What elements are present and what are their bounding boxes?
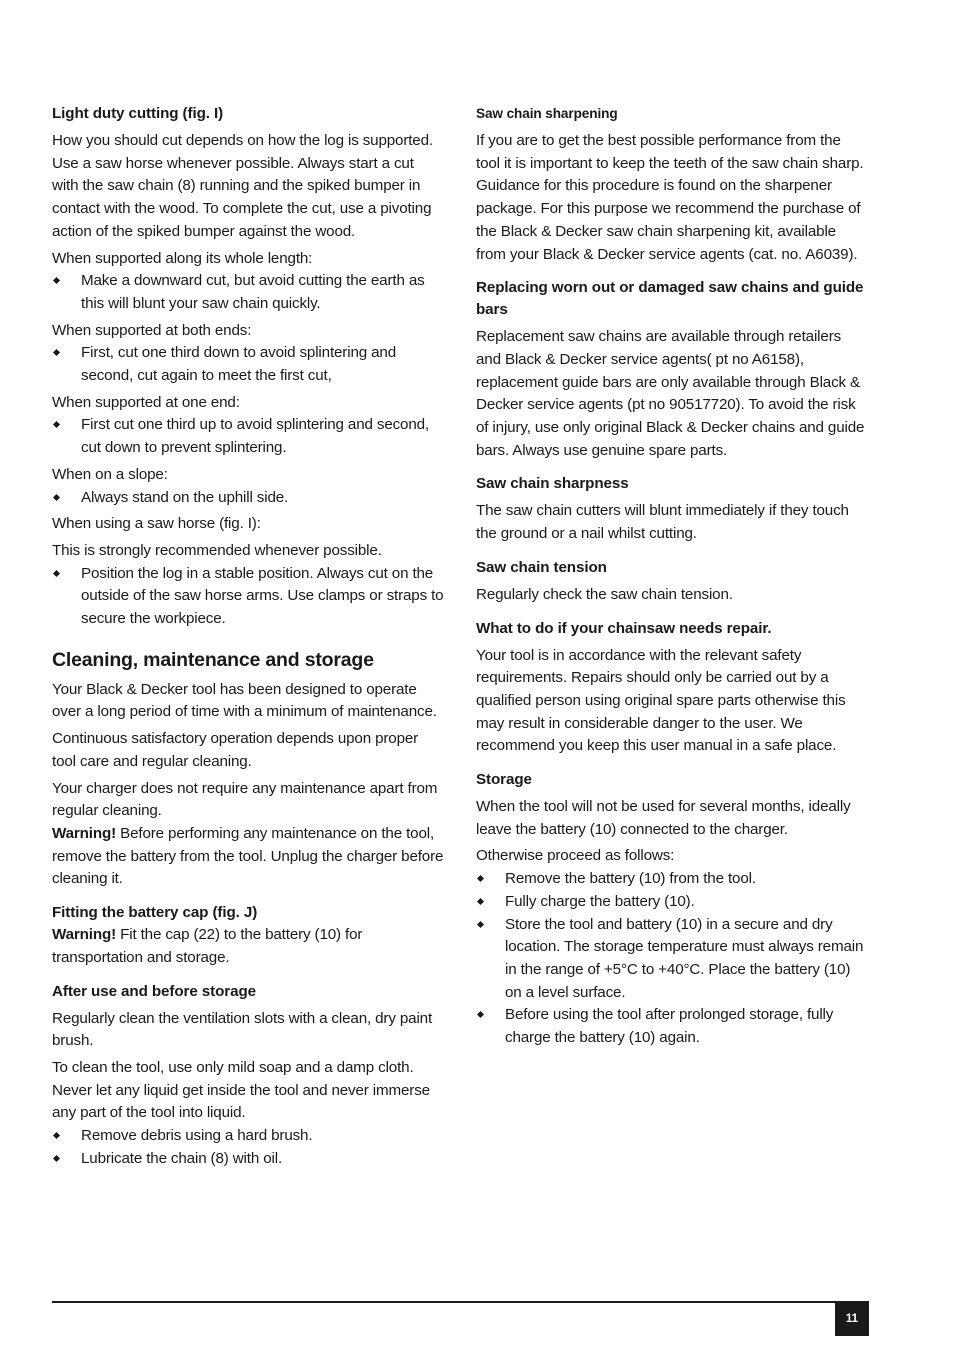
warning-label: Warning! — [52, 824, 117, 842]
list-item: First cut one third up to avoid splintering and second, cut down to prevent splintering. — [52, 414, 444, 459]
replacing-text: Replacement saw chains are available through retailers and Black & Decker service agents( pt no A6158), replacement guide bars are only available through Black & Decker service agents (pt no 90517720). To avoid the risk of injury, use only original Black & Decker chains and guide bars. Always use genuine spare parts. — [476, 328, 865, 459]
bullet-icon — [53, 570, 60, 577]
one-end-list — [52, 414, 444, 459]
bullet-icon — [53, 421, 60, 428]
replacing-heading: Replacing worn out or damaged saw chains and guide bars — [476, 279, 864, 319]
list-item: Remove debris using a hard brush. — [52, 1125, 444, 1148]
after-use-heading: After use and before storage — [52, 982, 256, 1000]
whole-length-list — [52, 270, 444, 315]
list-item: Make a downward cut, but avoid cutting the earth as this will blunt your saw chain quickly. — [52, 270, 444, 315]
saw-horse-label: When using a saw horse (fig. I): — [52, 515, 261, 533]
list-item: Before using the tool after prolonged storage, fully charge the battery (10) again. — [476, 1004, 868, 1049]
bullet-icon — [53, 277, 60, 284]
after-use-p1: Regularly clean the ventilation slots with a clean, dry paint brush. — [52, 1009, 433, 1050]
battery-cap-warning — [52, 924, 444, 969]
slope-label: When on a slope: — [52, 465, 168, 483]
after-use-p2: To clean the tool, use only mild soap and a damp cloth. Never let any liquid get inside the tool and never immerse any part of the tool into liquid. — [52, 1058, 430, 1122]
bullet-icon — [53, 1155, 60, 1162]
storage-p1: When the tool will not be used for several months, ideally leave the battery (10) connected to the charger. — [476, 798, 851, 838]
cleaning-heading: Cleaning, maintenance and storage — [52, 648, 374, 671]
warning-text: Fit the cap (22) to the battery (10) for transportation and storage. — [52, 926, 363, 966]
list-item: Store the tool and battery (10) in a secure and dry location. The storage temperature must always remain in the range of +5°C to +40°C. Place the battery (10) on a level surface. — [476, 914, 868, 1005]
whole-length-label: When supported along its whole length: — [52, 249, 313, 267]
storage-p2: Otherwise proceed as follows: — [476, 847, 675, 865]
bullet-icon — [53, 494, 60, 501]
bullet-icon — [477, 1011, 484, 1018]
cleaning-p2: Continuous satisfactory operation depends upon proper tool care and regular cleaning. — [52, 730, 419, 770]
warning-text: Before performing any maintenance on the tool, remove the battery from the tool. Unplug the charger before cleaning it. — [52, 824, 444, 888]
warning-label: Warning! — [52, 926, 117, 944]
cleaning-p3: Your charger does not require any maintenance apart from regular cleaning. — [52, 779, 438, 820]
repair-heading: What to do if your chainsaw needs repair. — [476, 619, 772, 637]
list-item: Fully charge the battery (10). — [476, 891, 868, 914]
sharpness-text: The saw chain cutters will blunt immediately if they touch the ground or a nail whilst cutting. — [476, 502, 849, 543]
battery-cap-heading: Fitting the battery cap (fig. J) — [52, 904, 258, 922]
list-item: Always stand on the uphill side. — [52, 487, 444, 510]
both-ends-label: When supported at both ends: — [52, 321, 252, 339]
sharpening-heading: Saw chain sharpening — [476, 106, 618, 121]
left-column — [52, 100, 444, 1174]
repair-text: Your tool is in accordance with the relevant safety requirements. Repairs should only be carried out by a qualified person using original spare parts otherwise this may result in considerable danger to the user. We recommend you keep this user manual in a safe place. — [476, 646, 846, 755]
after-use-list — [52, 1125, 444, 1170]
storage-list — [476, 868, 868, 1050]
bullet-icon — [53, 1132, 60, 1139]
list-item: First, cut one third down to avoid splintering and second, cut again to meet the first cut, — [52, 342, 444, 387]
sharpening-text: If you are to get the best possible performance from the tool it is important to keep the teeth of the saw chain sharp. Guidance for this procedure is found on the sharpener package. For this purpose we recommend the purchase of the Black & Decker saw chain sharpening kit, available from your Black & Decker service agents (cat. no. A6039). — [476, 132, 864, 263]
cleaning-warning — [52, 823, 444, 891]
one-end-label: When supported at one end: — [52, 393, 240, 411]
light-duty-heading: Light duty cutting (fig. I) — [52, 105, 224, 122]
list-item: Position the log in a stable position. Always cut on the outside of the saw horse arms. Use clamps or straps to secure the workpiece. — [52, 563, 444, 631]
storage-heading: Storage — [476, 771, 532, 789]
bullet-icon — [477, 898, 484, 905]
bullet-icon — [53, 349, 60, 356]
list-item: Lubricate the chain (8) with oil. — [52, 1148, 444, 1171]
page-number: 11 — [835, 1302, 869, 1336]
both-ends-list — [52, 342, 444, 387]
bullet-icon — [477, 875, 484, 882]
sharpness-heading: Saw chain sharpness — [476, 475, 629, 493]
right-column — [476, 100, 868, 1054]
slope-list — [52, 487, 444, 510]
tension-text: Regularly check the saw chain tension. — [476, 585, 733, 603]
bullet-icon — [477, 921, 484, 928]
tension-heading: Saw chain tension — [476, 558, 607, 576]
saw-horse-list — [52, 563, 444, 631]
light-duty-intro: How you should cut depends on how the log is supported. Use a saw horse whenever possible. Always start a cut with the saw chain (8) running and the spiked bumper in contact with the wood. To complete the cut, use a pivoting action of the spiked bumper against the wood. — [52, 132, 433, 240]
recommended-text: This is strongly recommended whenever possible. — [52, 541, 382, 559]
footer-rule — [52, 1301, 869, 1303]
list-item: Remove the battery (10) from the tool. — [476, 868, 868, 891]
cleaning-p1: Your Black & Decker tool has been designed to operate over a long period of time with a minimum of maintenance. — [52, 680, 437, 721]
